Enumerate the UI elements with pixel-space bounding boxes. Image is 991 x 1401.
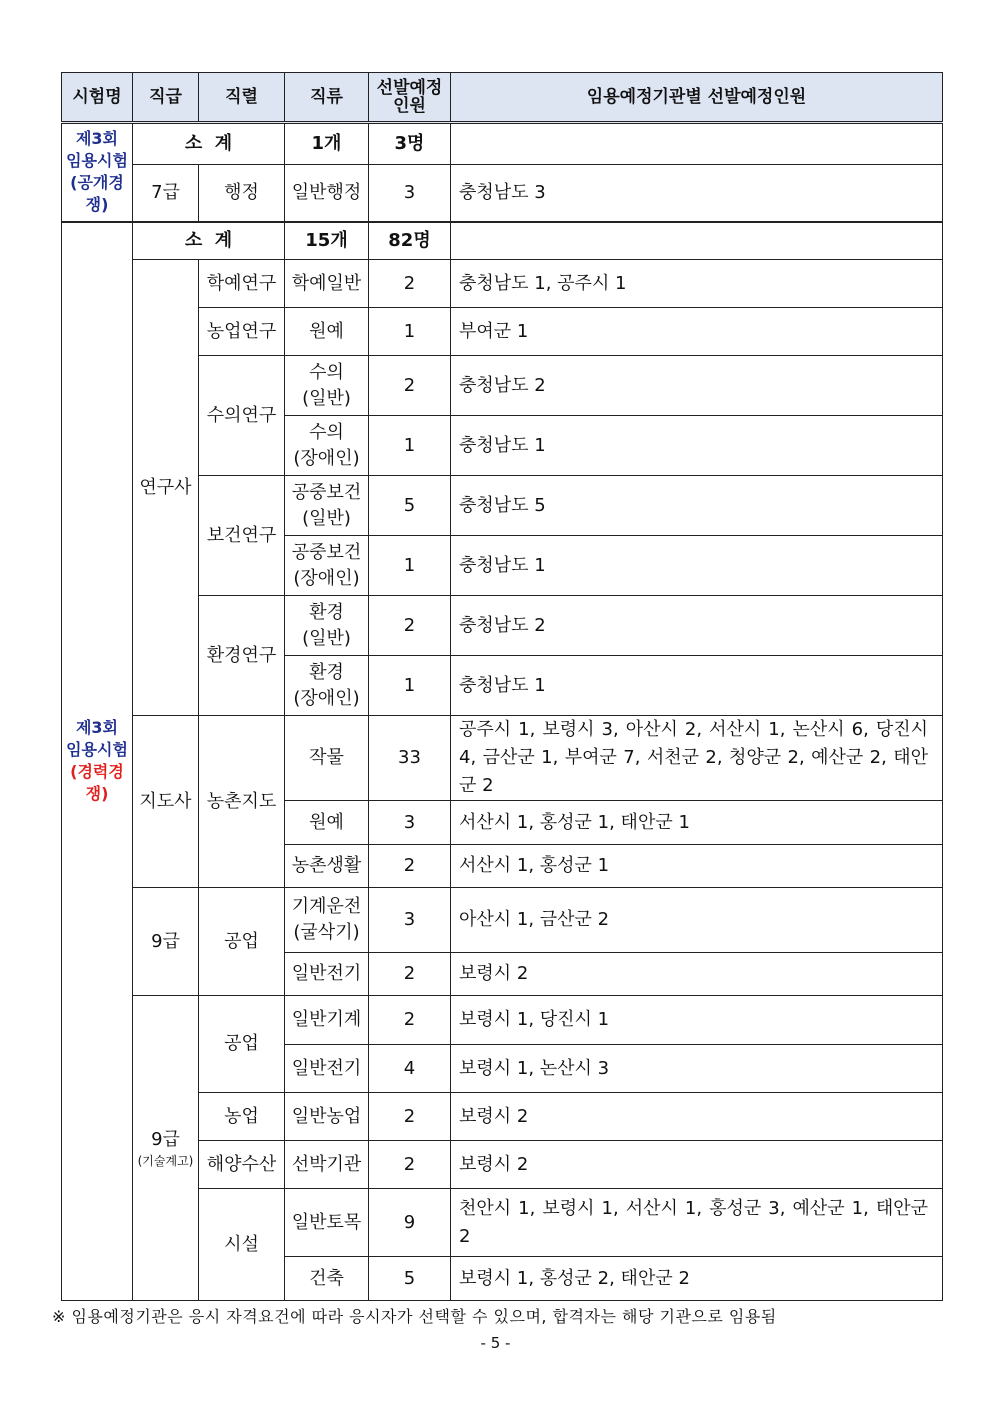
type-cell: 환경 (장애인)	[285, 656, 369, 716]
recruitment-table	[61, 72, 943, 1301]
open-subtotal-blank	[451, 123, 943, 165]
allocation-cell: 충청남도 1	[451, 656, 943, 716]
count-cell: 1	[369, 536, 451, 596]
count-cell: 1	[369, 656, 451, 716]
count-cell: 3	[369, 801, 451, 845]
series-cell: 학예연구	[199, 260, 285, 308]
type-cell: 일반행정	[285, 165, 369, 222]
count-cell: 33	[369, 716, 451, 801]
grade-cell: 지도사	[133, 716, 199, 888]
type-cell: 원예	[285, 308, 369, 356]
header-row	[62, 73, 943, 123]
career-subtotal-people: 82명	[369, 222, 451, 260]
table-row	[62, 996, 943, 1045]
series-cell: 농촌지도	[199, 716, 285, 888]
allocation-cell: 보령시 2	[451, 953, 943, 996]
career-exam-type: (경력경쟁)	[70, 762, 124, 804]
allocation-cell: 충청남도 5	[451, 476, 943, 536]
type-cell: 일반전기	[285, 953, 369, 996]
grade-cell: 연구사	[133, 260, 199, 716]
count-cell: 2	[369, 845, 451, 888]
career-exam-line1: 제3회	[75, 718, 119, 738]
open-subtotal-label: 소 계	[133, 123, 285, 165]
open-subtotal-kinds: 1개	[285, 123, 369, 165]
type-cell: 수의 (장애인)	[285, 416, 369, 476]
open-exam-type: (공개경쟁)	[70, 173, 124, 215]
header-exam: 시험명	[62, 73, 133, 123]
grade-cell: 7급	[133, 165, 199, 222]
series-cell: 수의연구	[199, 356, 285, 476]
grade-9-tech-note: (기술계고)	[137, 1154, 194, 1168]
page-number: - 5 -	[480, 1334, 511, 1352]
header-series: 직렬	[199, 73, 285, 123]
grade-cell: 9급	[133, 888, 199, 996]
career-exam-cell	[62, 222, 133, 1301]
allocation-cell: 충청남도 1	[451, 536, 943, 596]
career-subtotal-row	[62, 222, 943, 260]
allocation-cell: 충청남도 2	[451, 596, 943, 656]
series-cell: 공업	[199, 996, 285, 1093]
type-cell: 학예일반	[285, 260, 369, 308]
count-cell: 1	[369, 416, 451, 476]
type-cell: 공중보건 (일반)	[285, 476, 369, 536]
type-cell: 공중보건 (장애인)	[285, 536, 369, 596]
count-cell: 2	[369, 1141, 451, 1189]
series-cell: 농업	[199, 1093, 285, 1141]
series-cell: 환경연구	[199, 596, 285, 716]
type-cell: 작물	[285, 716, 369, 801]
allocation-cell: 보령시 1, 홍성군 2, 태안군 2	[451, 1257, 943, 1301]
count-cell: 2	[369, 260, 451, 308]
count-cell: 2	[369, 596, 451, 656]
type-cell: 일반전기	[285, 1045, 369, 1093]
header-type: 직류	[285, 73, 369, 123]
allocation-cell: 충청남도 1, 공주시 1	[451, 260, 943, 308]
career-subtotal-blank	[451, 222, 943, 260]
grade-cell	[133, 996, 199, 1301]
open-subtotal-people: 3명	[369, 123, 451, 165]
count-cell: 5	[369, 476, 451, 536]
count-cell: 2	[369, 953, 451, 996]
table-row	[62, 260, 943, 308]
count-cell: 2	[369, 356, 451, 416]
allocation-cell: 서산시 1, 홍성군 1	[451, 845, 943, 888]
type-cell: 수의 (일반)	[285, 356, 369, 416]
series-cell: 시설	[199, 1189, 285, 1301]
allocation-cell: 공주시 1, 보령시 3, 아산시 2, 서산시 1, 논산시 6, 당진시 4, 금산군 1, 부여군 7, 서천군 2, 청양군 2, 예산군 2, 태안군 2	[451, 716, 943, 801]
type-cell: 건축	[285, 1257, 369, 1301]
table-row	[62, 888, 943, 953]
career-subtotal-label: 소 계	[133, 222, 285, 260]
count-cell: 2	[369, 1093, 451, 1141]
series-cell: 행정	[199, 165, 285, 222]
type-cell: 일반기계	[285, 996, 369, 1045]
header-grade: 직급	[133, 73, 199, 123]
allocation-cell: 보령시 2	[451, 1093, 943, 1141]
footnote: ※ 임용예정기관은 응시 자격요건에 따라 응시자가 선택할 수 있으며, 합격자는 해당 기관으로 임용됨	[52, 1307, 777, 1326]
type-cell: 일반토목	[285, 1189, 369, 1257]
series-cell: 해양수산	[199, 1141, 285, 1189]
allocation-cell: 부여군 1	[451, 308, 943, 356]
type-cell: 기계운전 (굴삭기)	[285, 888, 369, 953]
count-cell: 3	[369, 888, 451, 953]
allocation-cell: 충청남도 1	[451, 416, 943, 476]
count-cell: 9	[369, 1189, 451, 1257]
series-cell: 농업연구	[199, 308, 285, 356]
count-cell: 5	[369, 1257, 451, 1301]
type-cell: 선박기관	[285, 1141, 369, 1189]
allocation-cell: 천안시 1, 보령시 1, 서산시 1, 홍성군 3, 예산군 1, 태안군 2	[451, 1189, 943, 1257]
allocation-cell: 보령시 1, 당진시 1	[451, 996, 943, 1045]
allocation-cell: 서산시 1, 홍성군 1, 태안군 1	[451, 801, 943, 845]
grade-9-tech-label: 9급	[151, 1129, 180, 1150]
open-exam-line1: 제3회	[75, 129, 119, 149]
open-exam-line2: 임용시험	[66, 151, 128, 171]
allocation-cell: 충청남도 3	[451, 165, 943, 222]
career-exam-line2: 임용시험	[66, 740, 128, 760]
type-cell: 농촌생활	[285, 845, 369, 888]
table-row	[62, 716, 943, 801]
allocation-cell: 충청남도 2	[451, 356, 943, 416]
allocation-cell: 아산시 1, 금산군 2	[451, 888, 943, 953]
header-allocation: 임용예정기관별 선발예정인원	[451, 73, 943, 123]
count-cell: 2	[369, 996, 451, 1045]
type-cell: 원예	[285, 801, 369, 845]
series-cell: 공업	[199, 888, 285, 996]
count-cell: 1	[369, 308, 451, 356]
series-cell: 보건연구	[199, 476, 285, 596]
header-count: 선발예정 인원	[369, 73, 451, 123]
career-subtotal-kinds: 15개	[285, 222, 369, 260]
type-cell: 환경 (일반)	[285, 596, 369, 656]
allocation-cell: 보령시 1, 논산시 3	[451, 1045, 943, 1093]
open-subtotal-row	[62, 123, 943, 165]
count-cell: 3	[369, 165, 451, 222]
open-exam-cell	[62, 123, 133, 222]
count-cell: 4	[369, 1045, 451, 1093]
allocation-cell: 보령시 2	[451, 1141, 943, 1189]
table-row	[62, 165, 943, 222]
type-cell: 일반농업	[285, 1093, 369, 1141]
